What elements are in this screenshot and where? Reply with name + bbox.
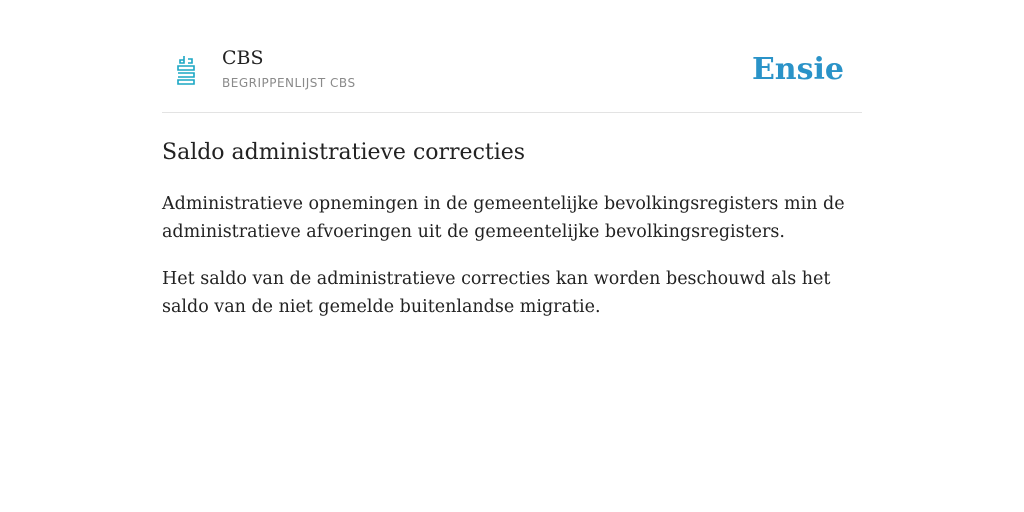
definition-paragraph: Het saldo van de administratieve correcties kan worden beschouwd als het saldo van de niet gemelde buitenlandse migratie.	[162, 269, 831, 317]
page-container	[162, 0, 862, 317]
page-title: Saldo administratieve correcties	[162, 140, 526, 165]
org-name[interactable]: CBS	[222, 47, 264, 69]
header	[162, 0, 862, 113]
brand-logo[interactable]: Ensie	[751, 52, 844, 87]
definition-paragraph: Administratieve opnemingen in de gemeentelijke bevolkingsregisters min de administratieve afvoeringen uit de gemeentelijke bevolkingsregisters.	[162, 194, 845, 242]
org-subtitle[interactable]: BEGRIPPENLIJST CBS	[222, 76, 356, 90]
cbs-logo-icon[interactable]	[175, 55, 197, 87]
